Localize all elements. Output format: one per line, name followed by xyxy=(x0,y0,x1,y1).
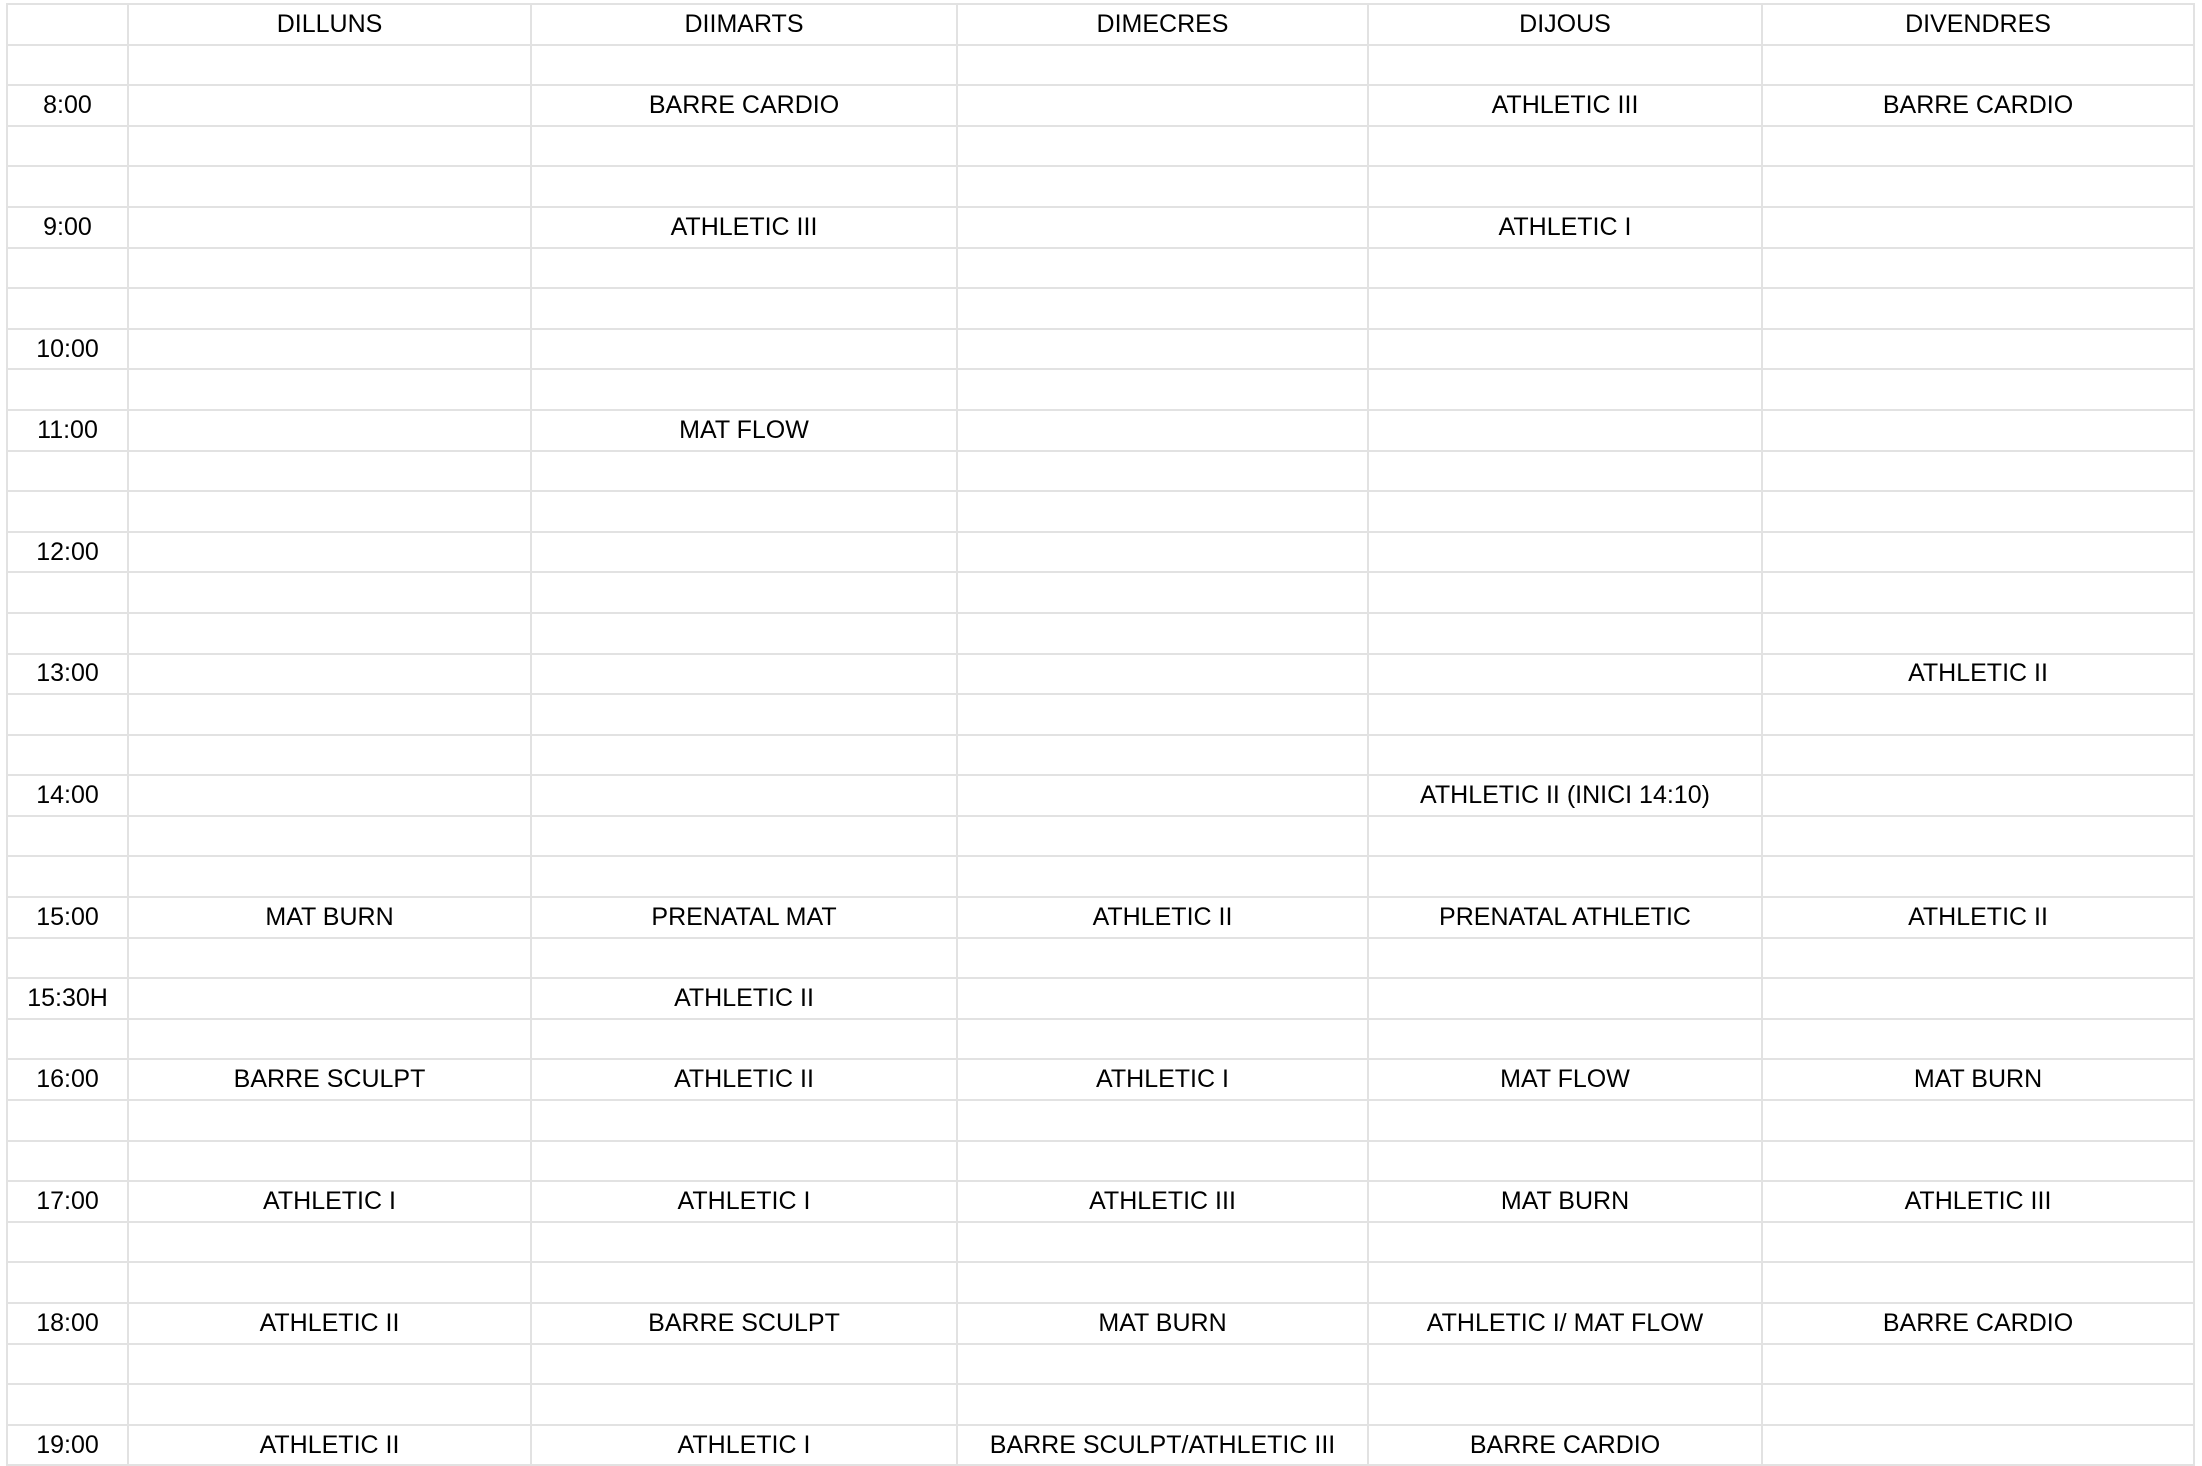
schedule-body xyxy=(7,4,2194,1465)
class-cell-divendres[interactable] xyxy=(1762,816,2194,857)
time-cell[interactable] xyxy=(7,613,128,654)
class-cell-dimecres[interactable] xyxy=(957,248,1368,289)
class-cell-dijous[interactable]: ATHLETIC II (INICI 14:10) xyxy=(1368,775,1762,816)
class-cell-dimarts[interactable]: ATHLETIC III xyxy=(531,207,957,248)
class-cell-dimecres[interactable] xyxy=(957,532,1368,573)
class-cell-dimarts[interactable] xyxy=(531,248,957,289)
class-cell-divendres[interactable] xyxy=(1762,1100,2194,1141)
class-cell-dimarts[interactable] xyxy=(531,45,957,86)
class-cell-dilluns[interactable] xyxy=(128,1100,531,1141)
class-cell-dijous[interactable] xyxy=(1368,572,1762,613)
class-cell-dimecres[interactable] xyxy=(957,938,1368,979)
class-cell-dimarts[interactable] xyxy=(531,735,957,776)
class-cell-dijous[interactable] xyxy=(1368,369,1762,410)
class-cell-dimecres[interactable] xyxy=(957,207,1368,248)
class-cell-dijous[interactable] xyxy=(1368,1344,1762,1385)
class-cell-divendres[interactable] xyxy=(1762,1344,2194,1385)
table-row xyxy=(7,1100,2194,1141)
class-cell-dimarts[interactable]: ATHLETIC II xyxy=(531,978,957,1019)
class-cell-divendres[interactable] xyxy=(1762,1384,2194,1425)
table-row xyxy=(7,248,2194,289)
class-cell-dijous[interactable] xyxy=(1368,735,1762,776)
time-cell[interactable]: 14:00 xyxy=(7,775,128,816)
class-cell-dimarts[interactable] xyxy=(531,329,957,370)
table-row xyxy=(7,369,2194,410)
class-cell-divendres[interactable] xyxy=(1762,572,2194,613)
class-cell-dilluns[interactable] xyxy=(128,978,531,1019)
class-cell-dimecres[interactable] xyxy=(957,694,1368,735)
class-cell-divendres[interactable] xyxy=(1762,735,2194,776)
time-cell[interactable]: 11:00 xyxy=(7,410,128,451)
class-cell-dimarts[interactable] xyxy=(531,694,957,735)
day-header-dilluns[interactable]: DILLUNS xyxy=(128,4,531,45)
table-row xyxy=(7,1303,2194,1344)
class-cell-divendres[interactable] xyxy=(1762,1222,2194,1263)
time-cell[interactable]: 8:00 xyxy=(7,85,128,126)
class-cell-dilluns[interactable] xyxy=(128,1384,531,1425)
class-cell-dilluns[interactable] xyxy=(128,1019,531,1060)
table-row xyxy=(7,1059,2194,1100)
class-cell-dijous[interactable] xyxy=(1368,451,1762,492)
class-cell-divendres[interactable] xyxy=(1762,207,2194,248)
class-cell-divendres[interactable] xyxy=(1762,694,2194,735)
class-cell-dimecres[interactable] xyxy=(957,451,1368,492)
class-cell-dijous[interactable] xyxy=(1368,856,1762,897)
class-cell-divendres[interactable] xyxy=(1762,329,2194,370)
table-row xyxy=(7,491,2194,532)
class-cell-divendres[interactable] xyxy=(1762,856,2194,897)
class-cell-dilluns[interactable] xyxy=(128,1344,531,1385)
time-cell[interactable]: 19:00 xyxy=(7,1425,128,1466)
class-cell-dimecres[interactable] xyxy=(957,613,1368,654)
class-cell-dimecres[interactable] xyxy=(957,410,1368,451)
class-cell-dilluns[interactable] xyxy=(128,491,531,532)
class-cell-divendres[interactable] xyxy=(1762,369,2194,410)
class-cell-dimarts[interactable] xyxy=(531,1019,957,1060)
class-cell-dilluns[interactable] xyxy=(128,1262,531,1303)
class-cell-dimarts[interactable] xyxy=(531,938,957,979)
class-cell-dimecres[interactable]: ATHLETIC II xyxy=(957,897,1368,938)
class-cell-dilluns[interactable] xyxy=(128,248,531,289)
time-cell[interactable]: 16:00 xyxy=(7,1059,128,1100)
class-cell-divendres[interactable] xyxy=(1762,451,2194,492)
time-cell[interactable] xyxy=(7,694,128,735)
class-cell-divendres[interactable] xyxy=(1762,1141,2194,1182)
time-cell[interactable]: 15:30H xyxy=(7,978,128,1019)
table-row xyxy=(7,451,2194,492)
class-cell-dijous[interactable] xyxy=(1368,410,1762,451)
class-cell-divendres[interactable]: ATHLETIC II xyxy=(1762,897,2194,938)
class-cell-dimecres[interactable] xyxy=(957,1262,1368,1303)
class-cell-dimecres[interactable] xyxy=(957,775,1368,816)
class-cell-dimarts[interactable] xyxy=(531,288,957,329)
class-cell-dilluns[interactable] xyxy=(128,1141,531,1182)
class-cell-divendres[interactable] xyxy=(1762,410,2194,451)
class-cell-dilluns[interactable] xyxy=(128,329,531,370)
class-cell-dimarts[interactable] xyxy=(531,775,957,816)
class-cell-dimecres[interactable] xyxy=(957,45,1368,86)
class-cell-dimarts[interactable]: BARRE SCULPT xyxy=(531,1303,957,1344)
class-cell-dijous[interactable] xyxy=(1368,1384,1762,1425)
class-cell-dilluns[interactable] xyxy=(128,775,531,816)
time-cell[interactable]: 9:00 xyxy=(7,207,128,248)
class-cell-dimecres[interactable] xyxy=(957,856,1368,897)
time-cell[interactable] xyxy=(7,735,128,776)
time-cell[interactable] xyxy=(7,938,128,979)
class-cell-dijous[interactable]: PRENATAL ATHLETIC xyxy=(1368,897,1762,938)
class-cell-dijous[interactable] xyxy=(1368,1141,1762,1182)
class-cell-dilluns[interactable] xyxy=(128,1222,531,1263)
time-cell[interactable]: 17:00 xyxy=(7,1181,128,1222)
class-cell-dilluns[interactable] xyxy=(128,410,531,451)
class-cell-dilluns[interactable] xyxy=(128,451,531,492)
class-cell-divendres[interactable]: MAT BURN xyxy=(1762,1059,2194,1100)
class-cell-dijous[interactable] xyxy=(1368,694,1762,735)
class-cell-divendres[interactable]: ATHLETIC II xyxy=(1762,654,2194,695)
class-cell-dijous[interactable] xyxy=(1368,816,1762,857)
table-row xyxy=(7,1222,2194,1263)
table-row xyxy=(7,1181,2194,1222)
class-cell-dimarts[interactable]: PRENATAL MAT xyxy=(531,897,957,938)
table-row xyxy=(7,775,2194,816)
class-cell-dijous[interactable]: BARRE CARDIO xyxy=(1368,1425,1762,1466)
time-cell[interactable]: 15:00 xyxy=(7,897,128,938)
table-row xyxy=(7,329,2194,370)
class-cell-dilluns[interactable] xyxy=(128,938,531,979)
class-cell-dijous[interactable] xyxy=(1368,1222,1762,1263)
class-cell-dilluns[interactable] xyxy=(128,572,531,613)
class-cell-dimecres[interactable] xyxy=(957,816,1368,857)
time-cell[interactable] xyxy=(7,1222,128,1263)
table-row xyxy=(7,1425,2194,1466)
class-cell-dilluns[interactable] xyxy=(128,166,531,207)
table-row xyxy=(7,288,2194,329)
table-row xyxy=(7,694,2194,735)
class-cell-dimecres[interactable]: BARRE SCULPT/ATHLETIC III xyxy=(957,1425,1368,1466)
class-cell-dimarts[interactable] xyxy=(531,451,957,492)
table-row xyxy=(7,654,2194,695)
time-cell[interactable] xyxy=(7,369,128,410)
table-row xyxy=(7,1384,2194,1425)
class-cell-dimarts[interactable]: ATHLETIC I xyxy=(531,1425,957,1466)
class-cell-dijous[interactable] xyxy=(1368,938,1762,979)
class-cell-divendres[interactable] xyxy=(1762,166,2194,207)
class-cell-dimecres[interactable] xyxy=(957,1344,1368,1385)
class-cell-dimarts[interactable] xyxy=(531,816,957,857)
table-row xyxy=(7,45,2194,86)
table-row xyxy=(7,897,2194,938)
class-cell-dimarts[interactable]: ATHLETIC I xyxy=(531,1181,957,1222)
class-cell-dimecres[interactable] xyxy=(957,1384,1368,1425)
day-header-dimarts[interactable]: DIIMARTS xyxy=(531,4,957,45)
class-cell-dimecres[interactable] xyxy=(957,1100,1368,1141)
class-cell-dijous[interactable] xyxy=(1368,654,1762,695)
class-cell-dimecres[interactable]: MAT BURN xyxy=(957,1303,1368,1344)
class-cell-dimarts[interactable] xyxy=(531,856,957,897)
table-row xyxy=(7,938,2194,979)
class-cell-dilluns[interactable] xyxy=(128,694,531,735)
time-cell[interactable] xyxy=(7,1384,128,1425)
class-cell-dimecres[interactable]: ATHLETIC I xyxy=(957,1059,1368,1100)
table-row xyxy=(7,1344,2194,1385)
class-cell-divendres[interactable] xyxy=(1762,1262,2194,1303)
class-cell-dimecres[interactable] xyxy=(957,85,1368,126)
time-cell[interactable] xyxy=(7,288,128,329)
class-cell-dilluns[interactable] xyxy=(128,654,531,695)
class-cell-dijous[interactable]: MAT FLOW xyxy=(1368,1059,1762,1100)
time-cell[interactable] xyxy=(7,1100,128,1141)
class-cell-dijous[interactable] xyxy=(1368,248,1762,289)
time-cell[interactable]: 18:00 xyxy=(7,1303,128,1344)
time-cell[interactable] xyxy=(7,1344,128,1385)
class-cell-dimecres[interactable] xyxy=(957,126,1368,167)
time-cell[interactable] xyxy=(7,126,128,167)
day-header-dimecres[interactable]: DIMECRES xyxy=(957,4,1368,45)
class-cell-dimarts[interactable] xyxy=(531,369,957,410)
class-cell-dilluns[interactable]: MAT BURN xyxy=(128,897,531,938)
class-cell-divendres[interactable] xyxy=(1762,1019,2194,1060)
class-cell-dilluns[interactable] xyxy=(128,45,531,86)
time-cell[interactable]: 13:00 xyxy=(7,654,128,695)
class-cell-dimarts[interactable]: MAT FLOW xyxy=(531,410,957,451)
class-cell-dilluns[interactable] xyxy=(128,207,531,248)
time-cell[interactable] xyxy=(7,816,128,857)
class-cell-dilluns[interactable] xyxy=(128,532,531,573)
class-cell-dijous[interactable] xyxy=(1368,288,1762,329)
class-cell-dilluns[interactable] xyxy=(128,735,531,776)
table-row xyxy=(7,410,2194,451)
class-cell-dimarts[interactable]: BARRE CARDIO xyxy=(531,85,957,126)
class-cell-dijous[interactable] xyxy=(1368,329,1762,370)
day-header-dijous[interactable]: DIJOUS xyxy=(1368,4,1762,45)
class-cell-dijous[interactable] xyxy=(1368,491,1762,532)
class-cell-dimecres[interactable] xyxy=(957,369,1368,410)
class-cell-dimarts[interactable] xyxy=(531,166,957,207)
class-cell-divendres[interactable] xyxy=(1762,126,2194,167)
class-cell-dijous[interactable] xyxy=(1368,45,1762,86)
table-row xyxy=(7,532,2194,573)
class-cell-dijous[interactable] xyxy=(1368,166,1762,207)
time-cell[interactable]: 10:00 xyxy=(7,329,128,370)
class-cell-dimecres[interactable] xyxy=(957,329,1368,370)
table-row xyxy=(7,166,2194,207)
class-cell-dijous[interactable]: ATHLETIC I xyxy=(1368,207,1762,248)
time-cell[interactable] xyxy=(7,1019,128,1060)
time-cell[interactable] xyxy=(7,491,128,532)
header-corner-cell[interactable] xyxy=(7,4,128,45)
class-cell-divendres[interactable] xyxy=(1762,45,2194,86)
class-cell-dimecres[interactable] xyxy=(957,735,1368,776)
time-cell[interactable] xyxy=(7,45,128,86)
class-cell-dijous[interactable] xyxy=(1368,532,1762,573)
day-header-divendres[interactable]: DIVENDRES xyxy=(1762,4,2194,45)
time-cell[interactable] xyxy=(7,451,128,492)
class-cell-dimarts[interactable] xyxy=(531,1344,957,1385)
time-cell[interactable]: 12:00 xyxy=(7,532,128,573)
class-cell-dimecres[interactable] xyxy=(957,288,1368,329)
class-cell-dimecres[interactable] xyxy=(957,1141,1368,1182)
class-cell-dimarts[interactable] xyxy=(531,1141,957,1182)
table-row xyxy=(7,1262,2194,1303)
table-row xyxy=(7,1019,2194,1060)
class-cell-divendres[interactable] xyxy=(1762,938,2194,979)
class-cell-dimecres[interactable] xyxy=(957,978,1368,1019)
class-cell-dimecres[interactable] xyxy=(957,1019,1368,1060)
table-row xyxy=(7,85,2194,126)
class-cell-dilluns[interactable] xyxy=(128,85,531,126)
table-row xyxy=(7,856,2194,897)
time-cell[interactable] xyxy=(7,1141,128,1182)
class-cell-dilluns[interactable] xyxy=(128,816,531,857)
class-cell-divendres[interactable] xyxy=(1762,288,2194,329)
class-cell-divendres[interactable]: ATHLETIC III xyxy=(1762,1181,2194,1222)
class-cell-dimarts[interactable] xyxy=(531,1222,957,1263)
time-cell[interactable] xyxy=(7,166,128,207)
class-cell-dimarts[interactable] xyxy=(531,654,957,695)
class-cell-divendres[interactable] xyxy=(1762,613,2194,654)
class-cell-divendres[interactable] xyxy=(1762,978,2194,1019)
schedule-table xyxy=(6,3,2195,1466)
class-cell-dimarts[interactable] xyxy=(531,1384,957,1425)
class-cell-dilluns[interactable] xyxy=(128,369,531,410)
class-cell-dilluns[interactable] xyxy=(128,856,531,897)
class-cell-dijous[interactable] xyxy=(1368,126,1762,167)
class-cell-dilluns[interactable] xyxy=(128,126,531,167)
class-cell-dimarts[interactable] xyxy=(531,613,957,654)
class-cell-dilluns[interactable]: ATHLETIC II xyxy=(128,1425,531,1466)
class-cell-dijous[interactable] xyxy=(1368,613,1762,654)
table-row xyxy=(7,735,2194,776)
class-cell-dilluns[interactable]: BARRE SCULPT xyxy=(128,1059,531,1100)
class-cell-dilluns[interactable]: ATHLETIC I xyxy=(128,1181,531,1222)
class-cell-dilluns[interactable] xyxy=(128,613,531,654)
class-cell-dimarts[interactable] xyxy=(531,572,957,613)
class-cell-divendres[interactable] xyxy=(1762,1425,2194,1466)
class-cell-dimarts[interactable] xyxy=(531,491,957,532)
class-cell-dilluns[interactable] xyxy=(128,288,531,329)
class-cell-dimarts[interactable] xyxy=(531,1262,957,1303)
table-row xyxy=(7,126,2194,167)
class-cell-divendres[interactable]: BARRE CARDIO xyxy=(1762,1303,2194,1344)
class-cell-dilluns[interactable]: ATHLETIC II xyxy=(128,1303,531,1344)
time-cell[interactable] xyxy=(7,856,128,897)
class-cell-dimecres[interactable] xyxy=(957,1222,1368,1263)
time-cell[interactable] xyxy=(7,1262,128,1303)
class-cell-dijous[interactable]: ATHLETIC III xyxy=(1368,85,1762,126)
class-cell-dijous[interactable] xyxy=(1368,978,1762,1019)
table-row xyxy=(7,978,2194,1019)
class-cell-divendres[interactable] xyxy=(1762,532,2194,573)
time-cell[interactable] xyxy=(7,572,128,613)
class-cell-divendres[interactable]: BARRE CARDIO xyxy=(1762,85,2194,126)
table-row xyxy=(7,816,2194,857)
class-cell-divendres[interactable] xyxy=(1762,775,2194,816)
class-cell-dijous[interactable] xyxy=(1368,1100,1762,1141)
table-row xyxy=(7,207,2194,248)
class-cell-divendres[interactable] xyxy=(1762,491,2194,532)
class-cell-dimarts[interactable] xyxy=(531,532,957,573)
time-cell[interactable] xyxy=(7,248,128,289)
class-cell-dijous[interactable] xyxy=(1368,1019,1762,1060)
class-cell-dijous[interactable]: ATHLETIC I/ MAT FLOW xyxy=(1368,1303,1762,1344)
class-cell-dimecres[interactable] xyxy=(957,654,1368,695)
class-cell-dimarts[interactable] xyxy=(531,1100,957,1141)
table-row xyxy=(7,1141,2194,1182)
class-cell-dijous[interactable] xyxy=(1368,1262,1762,1303)
class-cell-dimecres[interactable] xyxy=(957,166,1368,207)
header-row xyxy=(7,4,2194,45)
class-cell-dimecres[interactable]: ATHLETIC III xyxy=(957,1181,1368,1222)
table-row xyxy=(7,572,2194,613)
class-cell-dijous[interactable]: MAT BURN xyxy=(1368,1181,1762,1222)
class-cell-dimecres[interactable] xyxy=(957,572,1368,613)
class-cell-dimecres[interactable] xyxy=(957,491,1368,532)
class-cell-dimarts[interactable]: ATHLETIC II xyxy=(531,1059,957,1100)
table-row xyxy=(7,613,2194,654)
class-cell-dimarts[interactable] xyxy=(531,126,957,167)
class-cell-divendres[interactable] xyxy=(1762,248,2194,289)
